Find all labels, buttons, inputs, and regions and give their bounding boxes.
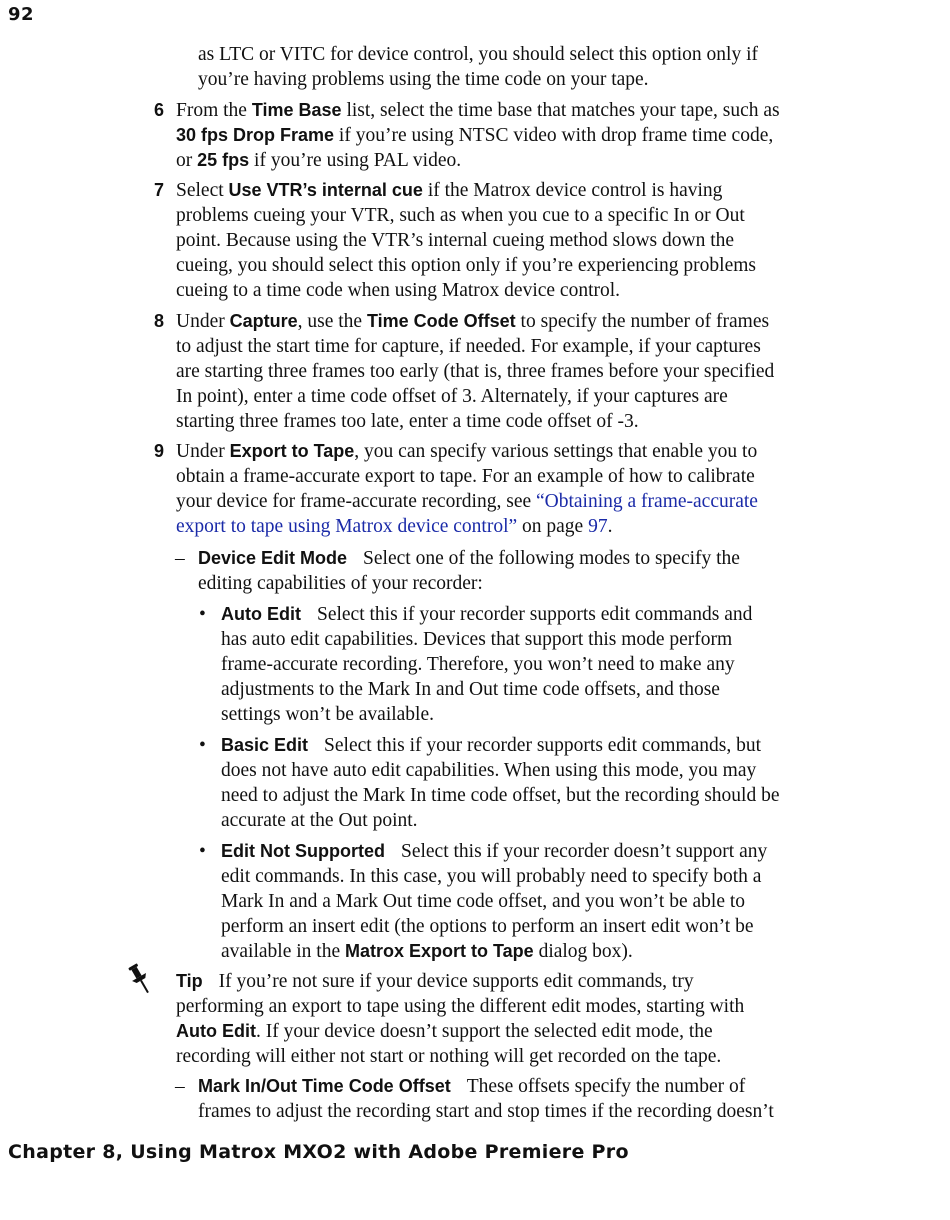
bold-term: 30 fps Drop Frame <box>176 125 335 145</box>
text-line: frame-accurate recording. Therefore, you won’t need to make any <box>221 654 735 675</box>
step-number: 9 <box>154 441 165 461</box>
bold-term: 25 fps <box>197 150 250 170</box>
text-line: does not have auto edit capabilities. When using this mode, you may <box>221 760 757 781</box>
text-line: performing an export to tape using the different edit modes, starting with <box>176 996 745 1017</box>
text-line: need to adjust the Mark In time code offset, but the recording should be <box>221 785 780 806</box>
bold-term: Export to Tape <box>229 441 355 461</box>
text-line: cueing to a time code when using Matrox device control. <box>176 280 621 301</box>
step-8-paragraph: Under Capture, use the Time Code Offset to specify the number of frames to adjust the start time for capture, if needed. For example, if your captures are starting three frames too early (that is, three frames before your specified In point), enter a time code offset of 3. Alternately, if your captures are starting three frames too late, enter a time code offset of -3. <box>176 311 775 432</box>
step-number: 8 <box>154 311 165 331</box>
bullet-marker: • <box>199 604 206 625</box>
step-6-paragraph: From the Time Base list, select the time base that matches your tape, such as 30 fps Drop Frame if you’re using NTSC video with drop frame time code, or 25 fps if you’re using PAL video. <box>176 100 780 171</box>
dash-marker: – <box>175 1076 185 1097</box>
text-line: to adjust the start time for capture, if needed. For example, if your captures <box>176 336 761 357</box>
text-line: obtain a frame-accurate export to tape. For an example of how to calibrate <box>176 466 755 487</box>
text-line: as LTC or VITC for device control, you should select this option only if <box>198 44 759 65</box>
bold-term: Matrox Export to Tape <box>345 941 534 961</box>
text-line: perform an insert edit (the options to perform an insert edit won’t be <box>221 916 754 937</box>
bold-term: Capture <box>229 311 298 331</box>
bullet-marker: • <box>199 841 206 862</box>
bullet-marker: • <box>199 735 206 756</box>
cross-reference-link[interactable]: export to tape using Matrox device control” <box>176 516 518 537</box>
step-number: 7 <box>154 180 165 200</box>
step-7-paragraph: Select Use VTR’s internal cue if the Matrox device control is having problems cueing your VTR, such as when you cue to a specific In or Out point. Because using the VTR’s internal cueing method slows down the cueing, you should select this option only if you’re experiencing problems cueing to a time code when using Matrox device control. <box>176 180 757 301</box>
auto-edit-paragraph: Auto Edit Select this if your recorder supports edit commands and has auto edit capabilities. Devices that support this mode perform frame-accurate recording. Therefore, you won’t need to make any adjustments to the Mark In and Out time code offsets, and those settings won’t be available. <box>221 604 753 725</box>
mark-offset-paragraph: Mark In/Out Time Code Offset These offsets specify the number of frames to adjust the recording start and stop times if the recording doesn’t <box>198 1076 774 1122</box>
bold-term: Mark In/Out Time Code Offset <box>198 1076 451 1096</box>
device-edit-mode-paragraph: Device Edit Mode Select one of the following modes to specify the editing capabilities of your recorder: <box>198 548 740 594</box>
text-line: cueing, you should select this option only if you’re experiencing problems <box>176 255 757 276</box>
bold-term: Time Code Offset <box>366 311 516 331</box>
bold-term: Use VTR’s internal cue <box>228 180 423 200</box>
bold-term: Edit Not Supported <box>221 841 385 861</box>
text-line: problems cueing your VTR, such as when you cue to a specific In or Out <box>176 205 745 226</box>
basic-edit-paragraph: Basic Edit Select this if your recorder supports edit commands, but does not have auto edit capabilities. When using this mode, you may need to adjust the Mark In time code offset, but the recording should be accurate at the Out point. <box>221 735 780 831</box>
text-line: point. Because using the VTR’s internal cueing method slows down the <box>176 230 735 251</box>
dash-marker: – <box>175 548 185 569</box>
text-line: has auto edit capabilities. Devices that support this mode perform <box>221 629 733 650</box>
text-line: frames to adjust the recording start and stop times if the recording doesn’t <box>198 1101 774 1122</box>
bold-term: Basic Edit <box>221 735 309 755</box>
intro-paragraph <box>198 42 758 92</box>
text-line: you’re having problems using the time code on your tape. <box>198 69 649 90</box>
text-line: are starting three frames too early (that is, three frames before your specified <box>176 361 775 382</box>
step-number: 6 <box>154 100 165 120</box>
edit-not-supported-paragraph: Edit Not Supported Select this if your recorder doesn’t support any edit commands. In this case, you will probably need to specify both a Mark In and a Mark Out time code offset, and you won’t be able to perform an insert edit (the options to perform an insert edit won’t be available in the Matrox Export to Tape dialog box). <box>221 841 768 962</box>
text-line: accurate at the Out point. <box>221 810 418 831</box>
text-line: Mark In and a Mark Out time code offset, and you won’t be able to <box>221 891 746 912</box>
page-number: 92 <box>8 4 35 25</box>
text-line: In point), enter a time code offset of 3. Alternately, if your captures are <box>176 386 728 407</box>
text-line: settings won’t be available. <box>221 704 435 725</box>
text-line: starting three frames too late, enter a time code offset of -3. <box>176 411 639 432</box>
page-reference-link[interactable]: 97 <box>588 516 608 537</box>
pushpin-icon <box>126 963 152 999</box>
text-line: adjustments to the Mark In and Out time code offsets, and those <box>221 679 720 700</box>
chapter-footer: Chapter 8, Using Matrox MXO2 with Adobe Premiere Pro <box>8 1141 629 1163</box>
text-line: editing capabilities of your recorder: <box>198 573 483 594</box>
tip-label: Tip <box>176 971 203 991</box>
text-line: recording will either not start or nothing will get recorded on the tape. <box>176 1046 722 1067</box>
tip-paragraph: Tip If you’re not sure if your device supports edit commands, try performing an export to tape using the different edit modes, starting with Auto Edit. If your device doesn’t support the selected edit mode, the recording will either not start or nothing will get recorded on the tape. <box>176 971 745 1067</box>
bold-term: Time Base <box>251 100 342 120</box>
bold-term: Auto Edit <box>176 1021 256 1041</box>
step-9-paragraph: Under Export to Tape, you can specify various settings that enable you to obtain a frame-accurate export to tape. For an example of how to calibrate your device for frame-accurate recording, see “Obtaining a frame-accurate export to tape using Matrox device control” on page 97. <box>176 441 758 537</box>
bold-term: Device Edit Mode <box>198 548 348 568</box>
text-line: edit commands. In this case, you will probably need to specify both a <box>221 866 762 887</box>
bold-term: Auto Edit <box>221 604 301 624</box>
cross-reference-link[interactable]: “Obtaining a frame-accurate <box>536 491 758 512</box>
